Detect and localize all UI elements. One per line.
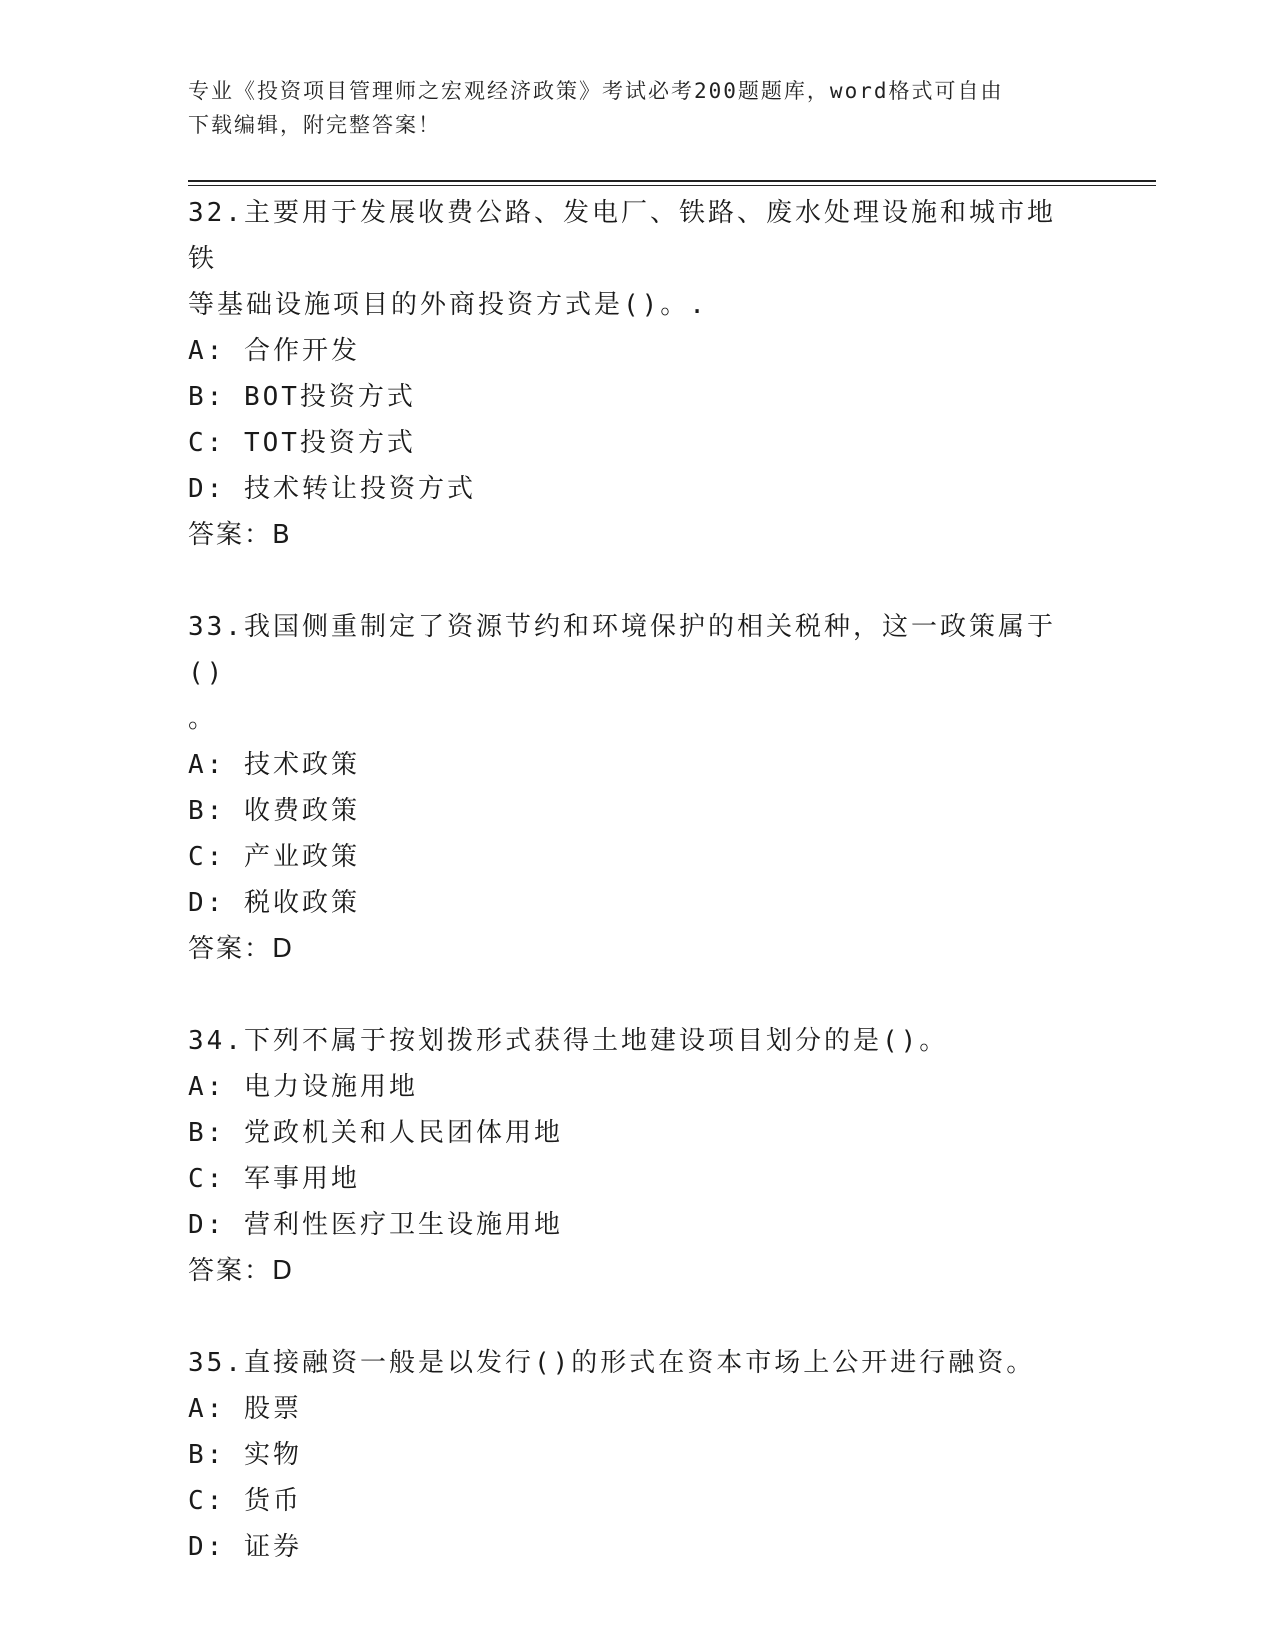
option-d: D: 技术转让投资方式 (188, 474, 476, 504)
spacer (188, 558, 1068, 604)
option-c: C: TOT投资方式 (188, 428, 416, 458)
question-34 (188, 1018, 1068, 1294)
option-d: D: 证券 (188, 1532, 302, 1562)
option-a: A: 技术政策 (188, 750, 360, 780)
option-a: A: 电力设施用地 (188, 1072, 418, 1102)
option-b: B: BOT投资方式 (188, 382, 416, 412)
question-stem-line: 34.下列不属于按划拨形式获得土地建设项目划分的是()。 (188, 1026, 949, 1056)
option-d: D: 营利性医疗卫生设施用地 (188, 1210, 563, 1240)
option-b: B: 收费政策 (188, 796, 360, 826)
question-stem-line: 33.我国侧重制定了资源节约和环境保护的相关税种，这一政策属于() (188, 612, 1056, 688)
option-b: B: 党政机关和人民团体用地 (188, 1118, 563, 1148)
header-line-2: 下载编辑，附完整答案！ (188, 113, 441, 137)
question-35 (188, 1340, 1068, 1570)
answer-line: 答案：D (188, 1256, 295, 1286)
option-c: C: 货币 (188, 1486, 302, 1516)
question-list (188, 190, 1068, 1570)
option-c: C: 产业政策 (188, 842, 360, 872)
option-d: D: 税收政策 (188, 888, 360, 918)
spacer (188, 972, 1068, 1018)
answer-line: 答案：B (188, 520, 292, 550)
option-c: C: 军事用地 (188, 1164, 360, 1194)
document-header (188, 74, 1088, 142)
option-a: A: 合作开发 (188, 336, 360, 366)
question-32 (188, 190, 1068, 558)
question-stem-line: 32.主要用于发展收费公路、发电厂、铁路、废水处理设施和城市地铁 (188, 198, 1056, 274)
spacer (188, 1294, 1068, 1340)
header-line-1: 专业《投资项目管理师之宏观经济政策》考试必考200题题库，word格式可自由 (188, 79, 1004, 103)
option-a: A: 股票 (188, 1394, 302, 1424)
question-stem-line: 35.直接融资一般是以发行()的形式在资本市场上公开进行融资。 (188, 1348, 1036, 1378)
question-stem-line: 等基础设施项目的外商投资方式是()。. (188, 290, 708, 320)
header-divider-thin (188, 185, 1156, 186)
header-divider-thick (188, 180, 1156, 182)
answer-line: 答案：D (188, 934, 295, 964)
question-stem-line: 。 (188, 704, 218, 734)
question-33 (188, 604, 1068, 972)
option-b: B: 实物 (188, 1440, 302, 1470)
